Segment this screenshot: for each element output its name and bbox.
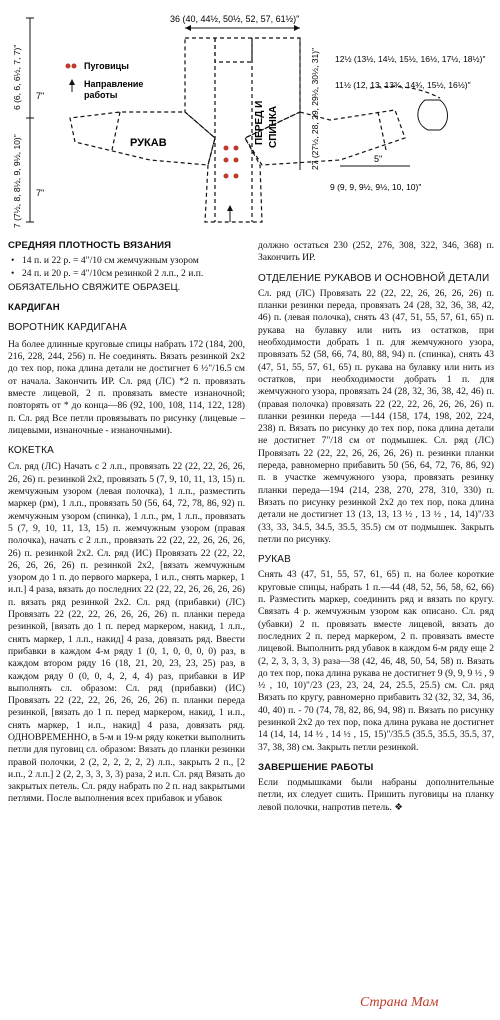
body-measure: 27 (27½, 28, 29, 29½, 30½, 31)" — [310, 47, 320, 170]
legend-buttons: Пуговицы — [84, 61, 129, 71]
legend-direction-1: Направление — [84, 79, 144, 89]
sleeve-label: РУКАВ — [130, 137, 167, 149]
right-measure-1: 12½ (13½, 14½, 15½, 16½, 17½, 18½)" — [335, 54, 486, 64]
left-measure-3: 7 (7½, 8, 8½, 9, 9½, 10)" — [12, 134, 22, 228]
gauge-heading: СРЕДНЯЯ ПЛОТНОСТЬ ВЯЗАНИЯ — [8, 240, 172, 251]
cardigan-heading: КАРДИГАН — [8, 302, 60, 314]
gauge-item: • 24 п. и 20 р. = 4"/10см резинкой 2 л.п., 2 и.п. — [8, 268, 245, 280]
watermark-logo: Страна Мам — [360, 995, 439, 1010]
separation-heading: ОТДЕЛЕНИЕ РУКАВОВ И ОСНОВНОЙ ДЕТАЛИ — [258, 272, 490, 284]
left-measure-2: 7" — [36, 91, 45, 101]
sleeve-heading: РУКАВ — [258, 554, 291, 566]
schematic-diagram — [0, 0, 500, 240]
collar-heading: ВОРОТНИК КАРДИГАНА — [8, 322, 127, 334]
intro-text: должно остаться 230 (252, 276, 308, 322, 346, 368) п. Закончить ИР. — [258, 240, 494, 264]
arrow-right-icon — [294, 25, 300, 31]
yoke-heading: КОКЕТКА — [8, 445, 54, 457]
legend-direction-2: работы — [84, 90, 118, 100]
left-measure-4: 7" — [36, 188, 45, 198]
left-measure-1: 6 (6, 6, 6½, 7, 7)" — [12, 44, 22, 110]
body-label-1: ПЕРЕД И — [254, 100, 265, 145]
top-measure: 36 (40, 44½, 50½, 52, 57, 61½)" — [170, 14, 300, 24]
separation-text: Сл. ряд (ЛС) Провязать 22 (22, 22, 26, 26, 26, 26) п. планки резинки переда, провязать 24 (28, 32, 36, 38, 42, 46) п. (левая полочка), снять 43 (47, 51, 55, 57, 61, 65) п. рукава на булавку или нить из остатков, при необходимости добрать 1 п. для жемчужного узора, провязать 52 (58, 66, 74, 80, 88, 94) п. (спинка), снять 43 (47, 51, 55, 57, 61, 65) п. рукава на булавку или нить из остатков, при необходимости добрать 1 п. для жемчужного узора, провязать 24 (28, 32, 36, 38, 42, 46) п. (правая полочка) провязать 22 (22, 22, 26, 26, 26, 26) п. планки резинки переда —144 (158, 174, 198, 202, 224, 238) п. Вязать по рисунку до тех пор, пока длина детали не достигнет 7"/18 см от подмышек. Сл. ряд (ЛС) Провязать 22 (22, 22, 26, 26, 26, 26) п. резинки планки переда, равномерно прибавить 50 (56, 64, 72, 76, 86, 92) п. в участке жемчужного узора, провязать резинку планки переда—194 (214, 238, 270, 278, 310, 330) п. Вязать по рисунку резинкой 2х2 до тех пор, пока длина детали не достигнет 13 (13, 13, 13 ½ , 13 ½ , 14, 14)"/33 (33, 33, 34.5, 34.5, 35.5, 35.5) см от подмышек. Закрыть петли по рисунку. — [258, 287, 494, 545]
collar-text: На более длинные круговые спицы набрать 172 (184, 200, 216, 228, 244, 256) п. Не соединять. Вязать резинкой 2х2 до тех пор, пока длина детали не достигнет 6 ½"/16.5 см от начала. Закончить ИР. Сл. ряд (ЛС) *2 п. провязать вместе лицевой, 2 п. провязать вместе изнаночной; повторять от * до конца—86 (92, 100, 108, 114, 122, 128) п. Сл. ряд Все петли провязывать по рисунку (лицевые – лицевыми, изнаночные - изнаночными). — [8, 338, 245, 436]
body-outline — [185, 38, 300, 222]
body-label-2: СПИНКА — [268, 105, 279, 148]
right-column — [258, 240, 494, 816]
right-measure-4: 9 (9, 9, 9½, 9½, 10, 10)" — [330, 182, 422, 192]
left-column — [8, 240, 245, 808]
yoke-text: Сл. ряд (ЛС) Начать с 2 л.п., провязать 22 (22, 22, 26, 26, 26, 26) п. резинкой 2х2, провязать 5 (7, 9, 10, 11, 13, 15) п. жемчужным узором (левая полочка), 1 л.п., разместить маркер (рм), 1 л.п., провязать 50 (56, 64, 72, 78, 86, 92) п. жемчужным узором (спинка), 1 л.п., рм, 1 л.п., провязать 5 (7, 9, 10, 11, 13, 15) п. жемчужным узором (правая полочка), начать с 2 л.п., провязать 22 (22, 22, 26, 26, 26, 26) п. резинкой 2х2. Сл. ряд (ИС) Провязать 22 (22, 22, 26, 26, 26, 26) п. резинкой 2х2, [вязать жемчужным узором до 1 п. до первого маркера, 1 и.п., снять маркер, 1 и.п.] 4 раза, вязать до последних 22 (22, 22, 26, 26, 26, 26) п. вязать ряд резинкой 2х2. Сл. ряд (прибавки) (ЛС) Провязать 22 (22, 22, 26, 26, 26, 26) п. планки переда резинкой, [вязать до 1 п. перед маркером, накид, 1 л.п., снять маркер, 1 л.п., накид] 4 раза, довязать ряд. Ввести прибавки в каждом 4-м ряду 1 (0, 1, 0, 0, 0, 0) раз, в каждом втором ряду 16 (18, 21, 20, 23, 23, 25) раз, в каждом ряду 0 (0, 0, 4, 2, 4, 4) раз, прибавки в ИР выполнять сл. образом: Сл. ряд (прибавки) (ИС) Провязать 22 (22, 22, 26, 26, 26, 26) п. планки переда резинкой, [вязать до 1 п. перед маркером, накид, 1 и.п., снять маркер, 1 и.п., накид] 4 раза, довязать ряд. ОДНОВРЕМЕННО, в 5-м и 19-м ряду кокетки выполнить петли для пуговиц сл. образом: Вязать до планки резинки правой полочки, 2 (2, 2, 2, 2, 2, 2) л.п., закрыть 2 п., [2 и.п., 2 л.п.] 2 (2, 2, 3, 3, 3, 3) раза, 2 и.п. Сл. ряд Вязать до закрытых петель. Сл. ряду набрать по 2 п. над закрытыми петлями. После выполнения всех прибавок и убавок — [8, 461, 245, 805]
gauge-note: ОБЯЗАТЕЛЬНО СВЯЖИТЕ ОБРАЗЕЦ. — [8, 281, 181, 293]
right-measure-2: 11½ (12, 13, 13¾, 14¾, 15½, 16½)" — [335, 80, 471, 90]
button-dot-icon — [66, 64, 71, 69]
sleeve-text: Снять 43 (47, 51, 55, 57, 61, 65) п. на более короткие круговые спицы, набрать 1 п.—44 (48, 52, 56, 58, 62, 66) п. Разместить маркер, соединить ряд и вязать по кругу. Связать 4 р. жемчужным узором как описано. Сл. ряд (убавки) 2 п. провязать вместе лицевой, вязать до последних 2 п. перед маркером, 2 п. провязать вместе лицевой. Выполнить ряд убавок в каждом 6-м ряду еще 2 (2, 2, 3, 3, 3, 3) раза—38 (42, 46, 48, 50, 54, 58) п. Вязать до тех пор, пока длина рукава не достигнет 9 (9, 9, 9 ½ , 9 ½ , 10, 10)"/23 (23, 23, 24, 24, 25.5, 25.5) см. Сл. ряд Вязать по кругу, равномерно прибавить 32 (32, 32, 34, 36, 40, 40) п. - 70 (74, 78, 82, 86, 94, 98) п. Вязать по рисунку резинкой 2х2 до тех пор, пока длина рукава не достигнет 14 (14, 14, 14 ½ , 14 ½ , 15, 15)"/35.5 (35.5, 35.5, 35.5, 37, 37, 38, 38) см. Закрыть петли резинкой. — [258, 569, 494, 753]
arrow-left-icon — [185, 25, 191, 31]
finish-heading: ЗАВЕРШЕНИЕ РАБОТЫ — [258, 761, 374, 773]
finish-text: Если подмышками были набраны дополнительные петли, их следует сшить. Пришить пуговицы на планку левой полочки, напротив петель. ❖ — [258, 777, 494, 813]
curved-arrow-icon — [418, 100, 448, 130]
right-measure-3: 5" — [374, 154, 383, 164]
gauge-item: • 14 п. и 22 р. = 4"/10 см жемчужным узором — [8, 255, 245, 267]
